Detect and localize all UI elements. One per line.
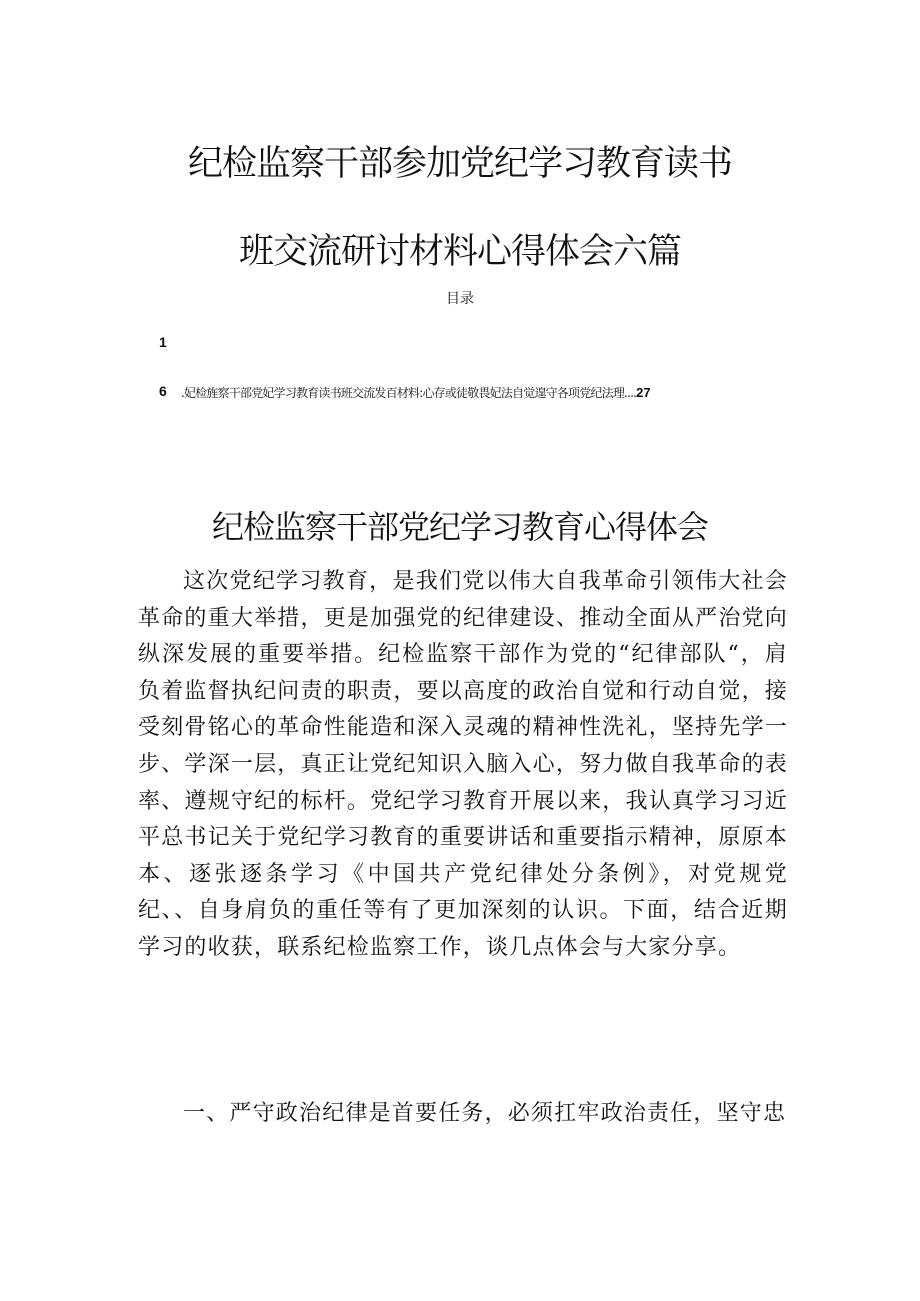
- toc-entry-1-number[interactable]: 1: [159, 334, 167, 350]
- document-title-line-1: 纪检监察干部参加党纪学习教育读书: [187, 144, 732, 184]
- section-title: 纪检监察干部党纪学习教育心得体会: [211, 508, 708, 546]
- document-title-line-2: 班交流研讨材料心得体会六篇: [238, 232, 681, 272]
- body-paragraph-1: 这次党纪学习教育，是我们党以伟大自我革命引领伟大社会革命的重大举措，更是加强党的纪律建设、推动全面从严治党向纵深发展的重要举措。纪检监察干部作为党的“纪律部队“，肩负着监督执纪问责的职责，要以高度的政治自觉和行动自觉，接受刻骨铭心的革命性能造和深入灵魂的精神性洗礼，坚持先学一步、学深一层，真正让党纪知识入脑入心，努力做自我革命的表率、遵规守纪的标杆。党纪学习教育开展以来，我认真学习习近平总书记关于党纪学习教育的重要讲话和重要指示精神，原原本本、逐张逐条学习《中国共产党纪律处分条例》，对党规党纪、、自身肩负的重任等有了更加深刻的认识。下面，结合近期学习的收获，联系纪检监察工作，谈几点体会与大家分享。: [138, 569, 788, 960]
- toc-entry-6[interactable]: [181, 384, 651, 401]
- body-paragraph-2: 一、严守政治纪律是首要任务，必须扛牢政治责任，坚守忠: [183, 1101, 787, 1126]
- toc-entry-6-number[interactable]: 6: [159, 383, 167, 399]
- toc-heading: 目录: [446, 291, 474, 307]
- toc-entry-6-page: 27: [636, 385, 651, 400]
- toc-entry-6-text: .妃检旌察干部党妃学习教育读书班交流发百材料:心存或徒敬畏妃法自觉遑守各项党纪法理....: [181, 386, 637, 400]
